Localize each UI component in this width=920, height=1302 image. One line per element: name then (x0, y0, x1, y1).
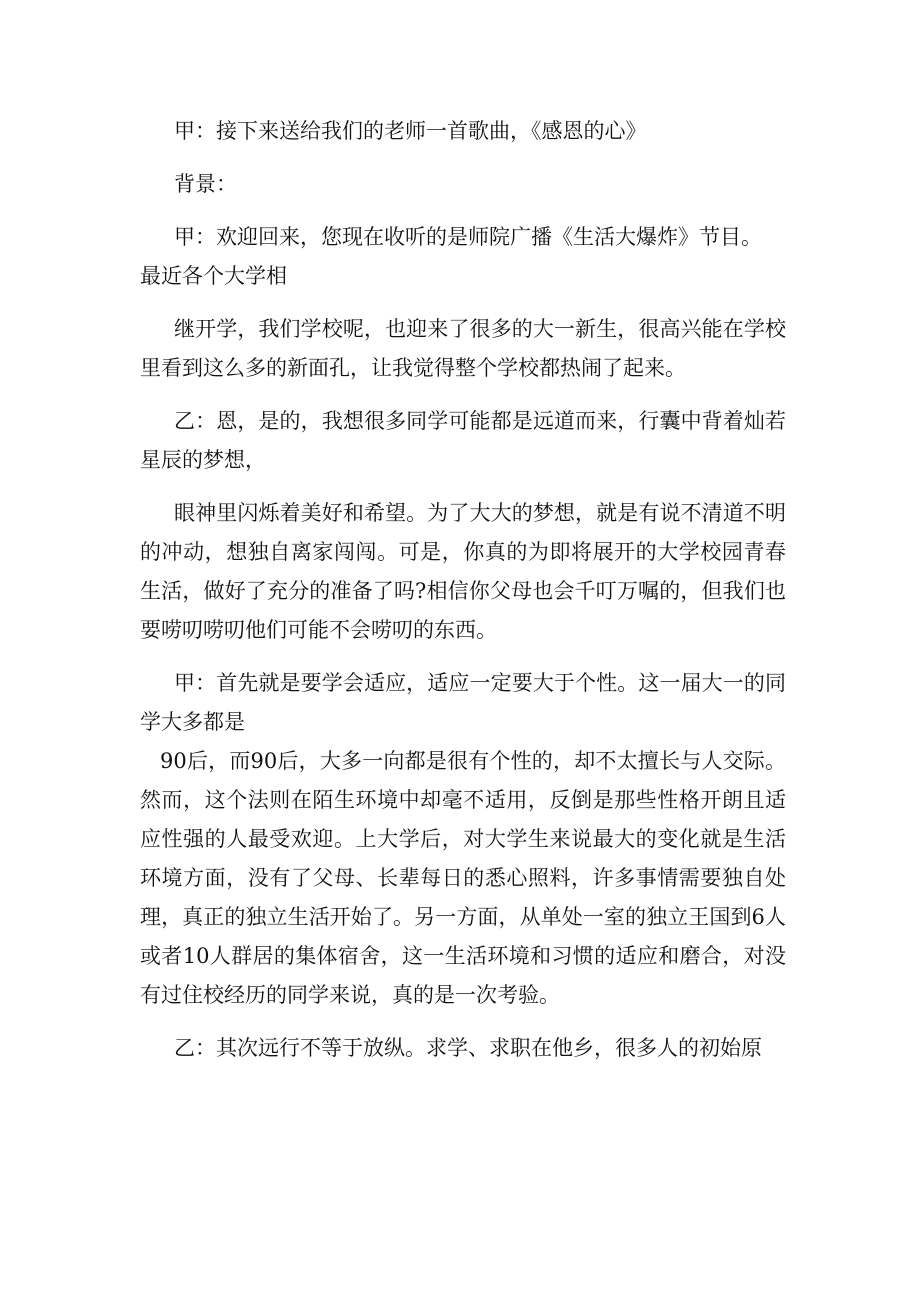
paragraph-background: 背景： (174, 172, 237, 196)
paragraph-post-90s: 90后，而90后，大多一向都是很有个性的，却不太擅长与人交际。然而，这个法则在陌生环境中却毫不适用，反倒是那些性格开朗且适应性强的人最受欢迎。上大学后，对大学生来说最大的变化就是生活环境方面，没有了父母、长辈每日的悉心照料，许多事情需要独自处理，真正的独立生活开始了。另一方面，从单处一室的独立王国到6人或者10人群居的集体宿舍，这一生活环境和习惯的适应和磨合，对没有过住校经历的同学来说，真的是一次考验。 (140, 749, 786, 1007)
paragraph-not-indulge: 乙：其次远行不等于放纵。求学、求职在他乡，很多人的初始原 (174, 1036, 762, 1060)
paragraph-song-intro: 甲：接下来送给我们的老师一首歌曲，《感恩的心》 (174, 119, 647, 143)
paragraph-adapt: 甲：首先就是要学会适应，适应一定要大于个性。这一届大一的同学大多都是 (140, 671, 786, 734)
paragraph-welcome-back: 甲：欢迎回来，您现在收听的是师院广播《生活大爆炸》节目。 (174, 225, 762, 249)
paragraph-school-start: 继开学，我们学校呢，也迎来了很多的大一新生，很高兴能在学校里看到这么多的新面孔，让我觉得整个学校都热闹了起来。 (140, 317, 786, 380)
paragraph-dreams: 乙：恩，是的，我想很多同学可能都是远道而来，行囊中背着灿若星辰的梦想， (140, 409, 786, 472)
paragraph-welcome-continued: 最近各个大学相 (140, 264, 287, 288)
paragraph-hope: 眼神里闪烁着美好和希望。为了大大的梦想，就是有说不清道不明的冲动，想独自离家闯闯。可是，你真的为即将展开的大学校园青春生活，做好了充分的准备了吗?相信你父母也会千叮万嘱的，但我们也要唠叨唠叨他们可能不会唠叨的东西。 (140, 501, 786, 642)
document-body (140, 112, 786, 1068)
